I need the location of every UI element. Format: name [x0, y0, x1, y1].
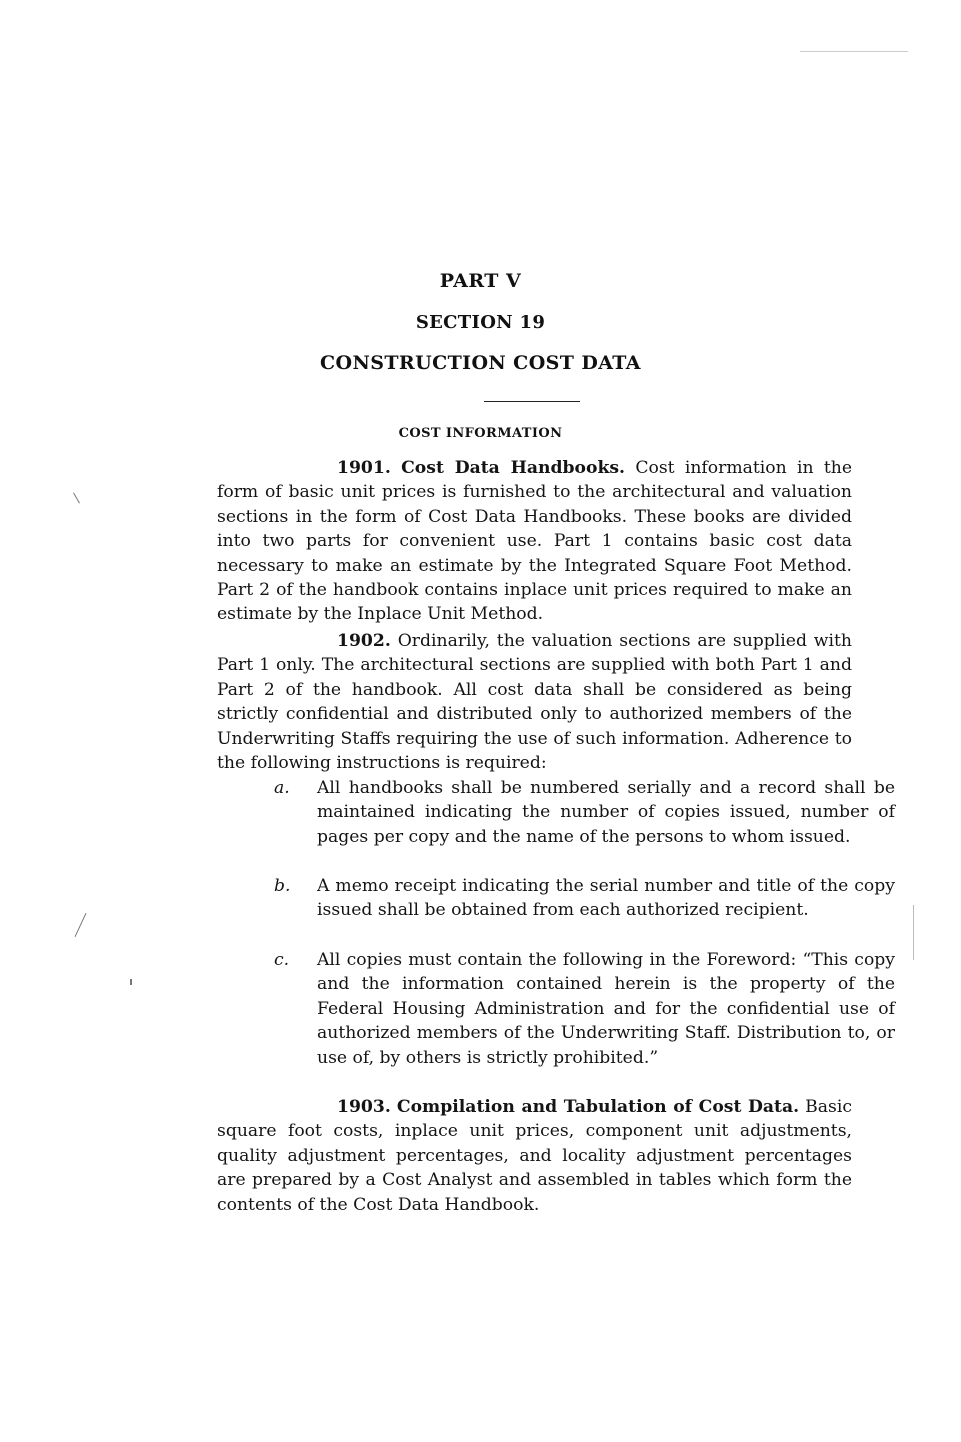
scan-mark: [73, 493, 80, 504]
document-title: CONSTRUCTION COST DATA: [320, 352, 641, 374]
scan-mark: [130, 979, 132, 985]
paragraph-text: Ordinarily, the valuation sections are supplied with Part 1 only. The architectural sections are supplied with both Part 1 and Part 2 of the handbook. All cost data shall be considered as being strictly confidential and distributed only to authorized members of the Underwriting Staffs requiring the use of such information. Adherence to the following instructions is required:: [217, 631, 852, 774]
paragraph-1902: [217, 629, 852, 775]
item-letter: c.: [274, 950, 290, 970]
title-divider: [484, 401, 580, 402]
paragraph-number: 1903.: [337, 1097, 391, 1117]
list-item: [274, 776, 895, 849]
paragraph-text: Cost information in the form of basic unit prices is furnished to the architectural and valuation sections in the form of Cost Data Handbooks. These books are divided into two parts for convenient use. Part 1 contains basic cost data necessary to make an estimate by the Integrated Square Foot Method. Part 2 of the handbook contains inplace unit prices required to make an estimate by the Inplace Unit Method.: [217, 458, 852, 625]
paragraph-1901: [217, 456, 852, 627]
paragraph-text: Basic square foot costs, inplace unit prices, component unit adjustments, quality adjustment percentages, and locality adjustment percentages are prepared by a Cost Analyst and assembled in tables which form the contents of the Cost Data Handbook.: [217, 1097, 852, 1215]
scan-mark: [75, 913, 87, 937]
paragraph-title: Compilation and Tabulation of Cost Data.: [396, 1097, 800, 1117]
scan-mark: [913, 905, 914, 960]
scan-mark: [800, 51, 908, 52]
paragraph-1903: [217, 1095, 852, 1217]
part-title: PART V: [439, 270, 522, 292]
paragraph-title: Cost Data Handbooks.: [401, 458, 626, 478]
item-text: A memo receipt indicating the serial number and title of the copy issued shall be obtained from each authorized recipient.: [317, 876, 895, 921]
cost-information-heading: COST INFORMATION: [398, 426, 563, 441]
list-item: [274, 874, 895, 923]
list-item: [274, 948, 895, 1070]
paragraph-number: 1902.: [337, 631, 391, 651]
section-title: SECTION 19: [415, 312, 546, 333]
item-letter: a.: [274, 778, 290, 798]
item-text: All handbooks shall be numbered serially and a record shall be maintained indicating the number of copies issued, number of pages per copy and the name of the persons to whom issued.: [317, 778, 895, 847]
item-letter: b.: [274, 876, 291, 896]
paragraph-number: 1901.: [337, 458, 391, 478]
item-text: All copies must contain the following in the Foreword: “This copy and the information contained herein is the property of the Federal Housing Administration and for the confidential use of authorized members of the Underwriting Staff. Distribution to, or use of, by others is strictly prohibited.”: [317, 950, 895, 1068]
